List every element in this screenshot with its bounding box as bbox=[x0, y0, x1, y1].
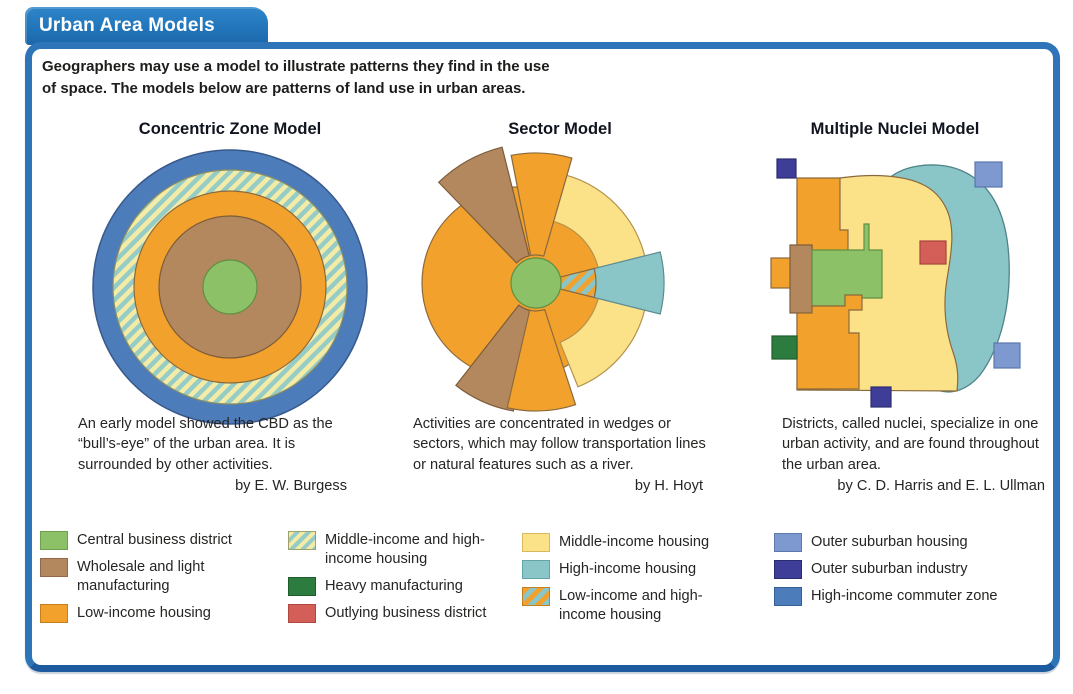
low-income-swatch bbox=[40, 604, 68, 623]
sector-model-description bbox=[413, 414, 707, 497]
legend-item bbox=[522, 560, 727, 579]
suburban-industry-swatch bbox=[774, 560, 802, 579]
legend-column-4 bbox=[774, 533, 1044, 614]
legend-label: Middle-income housing bbox=[559, 534, 710, 550]
sector-model-diagram bbox=[395, 125, 725, 415]
legend-label: Outer suburban industry bbox=[811, 561, 968, 577]
middle-high-income-swatch bbox=[288, 531, 316, 550]
wholesale-strip bbox=[790, 245, 812, 313]
cbd-circle bbox=[511, 258, 561, 308]
intro-line-1: Geographers may use a model to illustrate patterns they find in the use bbox=[42, 58, 550, 75]
legend-item bbox=[774, 560, 1044, 579]
legend-item bbox=[288, 577, 503, 596]
outlying-business-square bbox=[920, 241, 946, 264]
concentric-zone-description bbox=[78, 414, 361, 497]
byline: by C. D. Harris and E. L. Ullman bbox=[837, 478, 1045, 495]
concentric-zone-title: Concentric Zone Model bbox=[138, 120, 322, 138]
page-title: Urban Area Models bbox=[39, 15, 215, 36]
legend-label: Outlying business district bbox=[325, 605, 487, 621]
description-text: An early model showed the CBD as the “bull’s-eye” of the urban area. It is surrounded by other activities. bbox=[78, 416, 333, 473]
legend-label: High-income commuter zone bbox=[811, 588, 998, 604]
description-text: Districts, called nuclei, specialize in one urban activity, and are found throughout the urban area. bbox=[782, 416, 1039, 473]
legend-label: Outer suburban housing bbox=[811, 534, 968, 550]
legend-label: Heavy manufacturing bbox=[325, 578, 463, 594]
intro-line-2: of space. The models below are patterns of land use in urban areas. bbox=[42, 79, 526, 97]
description-text: Activities are concentrated in wedges or sectors, which may follow transportation lines or natural features such as a river. bbox=[413, 416, 706, 473]
suburban-housing-swatch bbox=[774, 533, 802, 552]
concentric-zone-diagram bbox=[88, 145, 373, 430]
legend-item bbox=[288, 531, 503, 569]
legend-item bbox=[40, 604, 265, 623]
byline: by E. W. Burgess bbox=[235, 478, 347, 495]
heavy-manufacturing-square bbox=[772, 336, 797, 359]
legend-item bbox=[522, 533, 727, 552]
low-high-income-swatch bbox=[522, 587, 550, 606]
legend-item bbox=[40, 531, 265, 550]
legend-item bbox=[522, 587, 727, 625]
byline: by H. Hoyt bbox=[634, 478, 703, 495]
multiple-nuclei-diagram bbox=[750, 115, 1070, 415]
cbd-swatch bbox=[40, 531, 68, 550]
legend-item bbox=[288, 604, 503, 623]
commuter-zone-swatch bbox=[774, 587, 802, 606]
legend-label: Middle-income and high-income housing bbox=[325, 532, 485, 567]
legend-label: Low-income housing bbox=[77, 605, 211, 621]
wholesale-swatch bbox=[40, 558, 68, 577]
legend-item bbox=[40, 558, 265, 596]
legend-label: High-income housing bbox=[559, 561, 697, 577]
legend-label: Wholesale and light manufacturing bbox=[77, 559, 205, 594]
multiple-nuclei-description bbox=[782, 414, 1045, 497]
heavy-manufacturing-swatch bbox=[288, 577, 316, 596]
legend-label: Central business district bbox=[77, 532, 232, 548]
sector-model-title: Sector Model bbox=[508, 120, 612, 138]
legend-column-3 bbox=[522, 533, 727, 633]
suburban-industry-square-top bbox=[777, 159, 796, 178]
intro-text bbox=[42, 56, 550, 100]
suburban-housing-square-top bbox=[975, 162, 1002, 187]
legend-item bbox=[774, 533, 1044, 552]
title-tab bbox=[25, 7, 268, 45]
low-income-tab bbox=[771, 258, 791, 288]
legend-column-1 bbox=[40, 531, 265, 631]
cbd-circle bbox=[203, 260, 257, 314]
suburban-housing-square-bottom bbox=[994, 343, 1020, 368]
legend-column-2 bbox=[288, 531, 503, 631]
middle-income-swatch bbox=[522, 533, 550, 552]
outlying-business-swatch bbox=[288, 604, 316, 623]
legend-label: Low-income and high-income housing bbox=[559, 588, 703, 623]
low-income-area-top bbox=[797, 178, 848, 252]
high-income-swatch bbox=[522, 560, 550, 579]
legend-item bbox=[774, 587, 1044, 606]
suburban-industry-square-bottom bbox=[871, 387, 891, 407]
multiple-nuclei-title: Multiple Nuclei Model bbox=[810, 120, 980, 138]
